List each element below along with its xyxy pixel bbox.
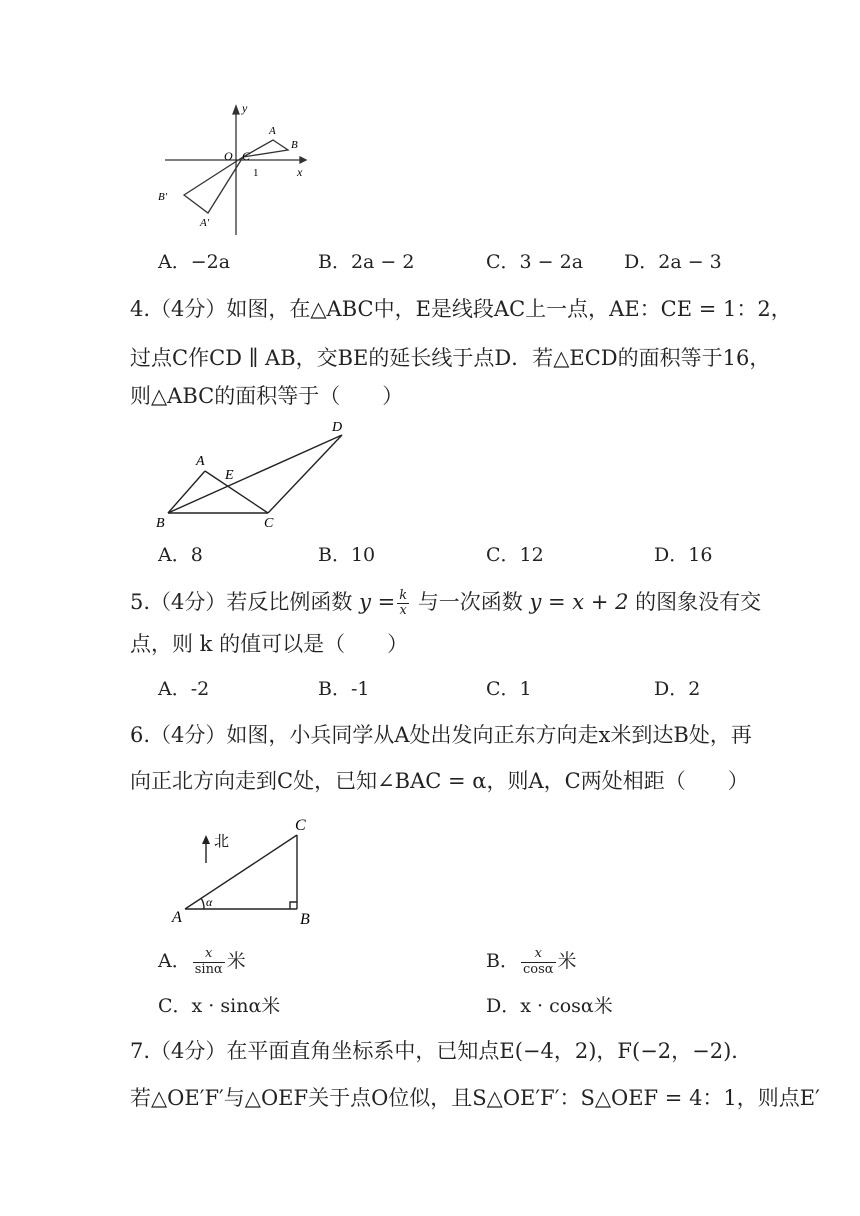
q3-option-c[interactable]: C．3 − 2a bbox=[486, 251, 584, 273]
figure-q3-coordinate-diagram bbox=[150, 100, 320, 240]
q5-option-a[interactable]: A．-2 bbox=[158, 678, 210, 700]
option-prefix: C． bbox=[158, 995, 192, 1017]
option-prefix: D． bbox=[486, 995, 521, 1017]
north-arrow-icon bbox=[202, 835, 210, 844]
q7-stem-line-2: 若△OE′F′与△OEF关于点O位似，且S△OE′F′：S△OEF = 4：1，则点E′ bbox=[130, 1086, 820, 1110]
q4-stem-line-1: 4.（4分）如图，在△ABC中，E是线段AC上一点，AE：CE = 1：2， bbox=[130, 297, 792, 321]
q5-text-part-2: 与一次函数 bbox=[417, 590, 523, 614]
q5-function-2: y = x + 2 bbox=[529, 590, 629, 614]
option-prefix: A． bbox=[158, 950, 191, 972]
angle-alpha-label: α bbox=[206, 895, 213, 909]
option-text: x · sinα米 bbox=[191, 995, 281, 1017]
q5-option-c[interactable]: C．1 bbox=[486, 678, 532, 700]
figure-q6-right-triangle bbox=[160, 808, 330, 933]
q6-option-b[interactable] bbox=[486, 946, 577, 976]
q5-option-d[interactable]: D．2 bbox=[654, 678, 701, 700]
north-label: 北 bbox=[214, 834, 230, 850]
axis-x-label: x bbox=[297, 165, 303, 179]
q4-option-c[interactable]: C．12 bbox=[486, 544, 544, 566]
point-c-label: C bbox=[264, 516, 274, 531]
point-e-label: E bbox=[225, 468, 234, 483]
option-prefix: B． bbox=[486, 950, 519, 972]
fraction-denominator: x bbox=[399, 603, 407, 618]
q5-fraction-k-over-x bbox=[397, 589, 409, 619]
q7-stem-line-1: 7.（4分）在平面直角坐标系中，已知点E(−4，2)，F(−2，−2)． bbox=[130, 1039, 753, 1063]
q4-option-b[interactable]: B．10 bbox=[318, 544, 376, 566]
fraction-x-over-cos bbox=[521, 947, 556, 977]
fraction-numerator: x bbox=[521, 947, 556, 962]
fraction-numerator: k bbox=[399, 587, 408, 603]
q6-stem-line-2: 向正北方向走到C处，已知∠BAC = α，则A，C两处相距（ ） bbox=[130, 769, 749, 793]
q5-function-1-lhs: y = bbox=[359, 590, 396, 614]
point-a-label: A bbox=[172, 909, 182, 926]
q5-option-b[interactable]: B．-1 bbox=[318, 678, 370, 700]
q4-stem-line-2: 过点C作CD ∥ AB，交BE的延长线于点D．若△ECD的面积等于16， bbox=[130, 346, 771, 370]
q5-stem-line-1 bbox=[130, 588, 761, 616]
q6-stem-line-1: 6.（4分）如图，小兵同学从A处出发向正东方向走x米到达B处，再 bbox=[130, 723, 752, 747]
point-d-label: D bbox=[332, 420, 343, 435]
q4-option-d[interactable]: D．16 bbox=[654, 544, 713, 566]
point-a-label: A bbox=[196, 454, 205, 469]
fraction-denominator: cosα bbox=[522, 961, 554, 977]
q5-stem-line-2: 点，则 k 的值可以是（ ） bbox=[130, 632, 409, 656]
q4-option-a[interactable]: A．8 bbox=[158, 544, 203, 566]
origin-label: O bbox=[224, 149, 233, 163]
tick-one-label: 1 bbox=[253, 167, 259, 179]
fraction-x-over-sin bbox=[193, 947, 225, 977]
q4-stem-line-3: 则△ABC的面积等于（ ） bbox=[130, 384, 404, 408]
option-text: x · cosα米 bbox=[520, 995, 613, 1017]
option-unit: 米 bbox=[557, 950, 577, 972]
q6-option-c[interactable] bbox=[158, 997, 280, 1016]
q5-text-part-3: 的图象没有交 bbox=[635, 590, 762, 614]
point-b-prime-label: B′ bbox=[158, 191, 168, 203]
point-a-label: A bbox=[269, 125, 276, 137]
q5-text-part-1: 5.（4分）若反比例函数 bbox=[130, 590, 353, 614]
option-unit: 米 bbox=[226, 950, 246, 972]
point-b-label: B bbox=[300, 911, 310, 928]
q3-option-b[interactable]: B．2a − 2 bbox=[318, 251, 415, 273]
point-c-label: C bbox=[295, 817, 306, 834]
point-c-label: C bbox=[242, 149, 251, 163]
q6-option-d[interactable] bbox=[486, 997, 613, 1016]
point-a-prime-label: A′ bbox=[200, 217, 210, 229]
fraction-denominator: sinα bbox=[194, 961, 223, 977]
axis-y-label: y bbox=[242, 101, 248, 115]
fraction-numerator: x bbox=[193, 947, 225, 962]
point-b-label: B bbox=[156, 516, 165, 531]
q3-option-a[interactable]: A．−2a bbox=[158, 251, 231, 273]
q3-option-d[interactable]: D．2a − 3 bbox=[624, 251, 722, 273]
figure-q4-triangle-diagram bbox=[150, 415, 360, 535]
point-b-label: B bbox=[291, 139, 298, 151]
q6-option-a[interactable] bbox=[158, 946, 246, 976]
